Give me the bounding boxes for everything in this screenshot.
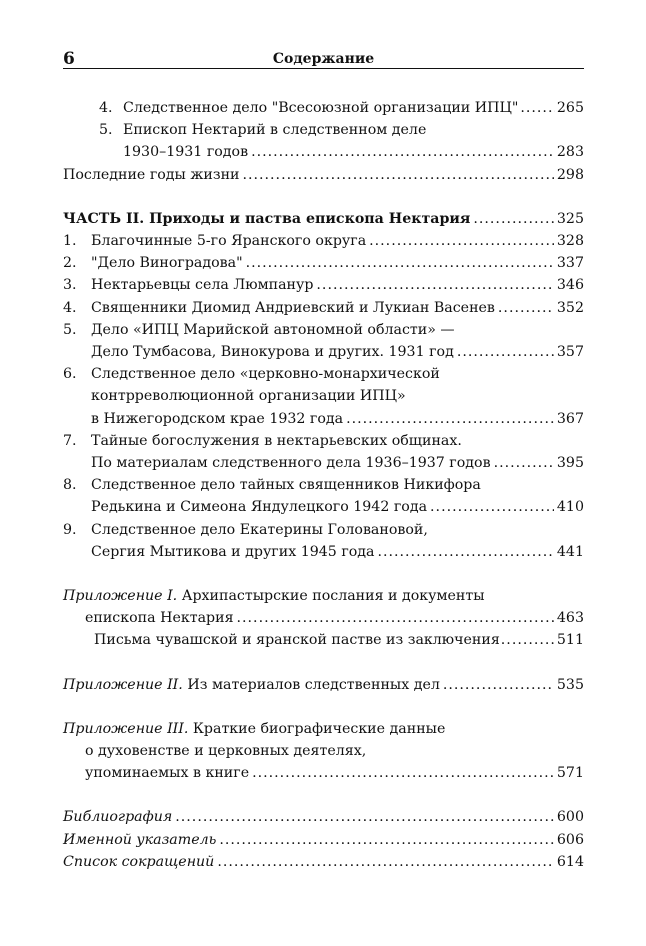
toc-entry-title-cont: Сергия Мытикова и других 1945 года — [91, 543, 375, 560]
toc-entry-title: Священники Диомид Андриевский и Лукиан Васенев — [91, 299, 495, 316]
toc-entry-page: 346 — [556, 277, 584, 294]
toc-entry-title: Благочинные 5-го Яранского округа — [91, 233, 367, 250]
appendix-title: Архипастырские послания и документы — [181, 588, 485, 605]
table-of-contents — [63, 97, 584, 873]
toc-entry-title: Следственное дело "Всесоюзной организации ИПЦ" — [123, 100, 519, 116]
part-title: ЧАСТЬ II. Приходы и паства епископа Нектария — [63, 210, 471, 227]
toc-entry-title-cont: 1930–1931 годов — [123, 144, 249, 161]
appendix-title-cont: о духовенстве и церковных деятелях, — [85, 743, 367, 760]
toc-appendix — [63, 585, 584, 652]
toc-entry — [63, 806, 584, 828]
appendix-label: Приложение III. — [63, 720, 189, 737]
page-header — [63, 46, 584, 69]
toc-entry — [63, 297, 584, 319]
toc-entry — [63, 829, 584, 851]
abbreviations-title: Список сокращений — [63, 853, 215, 870]
toc-entry-number: 1. — [63, 233, 77, 250]
toc-entry-title: Следственное дело Екатерины Головановой, — [91, 521, 428, 538]
toc-entry — [63, 164, 584, 186]
toc-entry-page: 367 — [556, 410, 584, 427]
toc-entry-title: Следственное дело «церковно-монархической — [91, 366, 440, 383]
toc-appendix — [63, 718, 584, 785]
toc-entry-title: Тайные богослужения в нектарьевских общинах. — [91, 432, 462, 449]
toc-entry-page: 614 — [556, 853, 584, 870]
toc-entry-title-cont: По материалам следственного дела 1936–1937 годов — [91, 455, 491, 472]
toc-entry-title-cont: контрреволюционной организации ИПЦ» — [91, 388, 406, 405]
toc-entry — [63, 97, 584, 119]
toc-entry-page: 600 — [556, 809, 584, 826]
toc-entry-title-cont: в Нижегородском крае 1932 года — [91, 410, 344, 427]
toc-entry-number: 2. — [63, 255, 77, 272]
toc-entry-page: 283 — [556, 144, 584, 161]
appendix-title-cont: епископа Нектария — [85, 610, 234, 627]
toc-entry-title-cont: Дело Тумбасова, Винокурова и других. 1931 год — [91, 344, 454, 361]
toc-entry-page: 606 — [556, 831, 584, 848]
toc-entry — [63, 430, 584, 474]
toc-entry-page: 298 — [556, 166, 584, 183]
toc-entry-number: 7. — [63, 432, 77, 449]
toc-entry — [63, 363, 584, 430]
toc-entry — [63, 519, 584, 563]
toc-appendix — [63, 674, 584, 696]
toc-entry-page: 410 — [556, 499, 584, 516]
toc-entry-title: Епископ Нектарий в следственном деле — [123, 122, 427, 139]
appendix-title-cont: упоминаемых в книге — [85, 765, 250, 782]
toc-entry-number: 4. — [63, 299, 77, 316]
toc-entry-title: "Дело Виноградова" — [91, 255, 243, 272]
appendix-title: Из материалов следственных дел — [187, 676, 440, 693]
toc-entry-number: 3. — [63, 277, 77, 294]
name-index-title: Именной указатель — [63, 831, 217, 848]
toc-entry-page: 535 — [556, 676, 584, 693]
toc-entry-page: 357 — [556, 344, 584, 361]
toc-entry — [63, 474, 584, 518]
running-title: Содержание — [272, 51, 375, 67]
appendix-label: Приложение II. — [63, 676, 183, 693]
toc-entry — [63, 119, 584, 163]
appendix-title: Краткие биографические данные — [192, 720, 446, 737]
toc-entry-page: 352 — [556, 299, 584, 316]
toc-entry-page: 325 — [556, 210, 584, 227]
toc-entry — [63, 252, 584, 274]
appendix-label: Приложение I. — [63, 588, 178, 605]
toc-entry-page: 395 — [556, 455, 584, 472]
toc-entry-title: Следственное дело тайных священников Никифора — [91, 477, 481, 494]
toc-entry-page: 337 — [556, 255, 584, 272]
book-page — [63, 46, 584, 870]
toc-entry-title-cont: Редькина и Симеона Яндулецкого 1942 года — [91, 499, 428, 516]
toc-entry-page: 511 — [556, 632, 584, 649]
toc-entry — [63, 851, 584, 873]
toc-entry-page: 463 — [556, 610, 584, 627]
toc-entry-page: 328 — [556, 233, 584, 250]
toc-entry-number: 5. — [63, 321, 77, 338]
toc-entry-title: Дело «ИПЦ Марийской автономной области» — — [91, 321, 455, 338]
toc-entry-title: Нектарьевцы села Люмпанур — [91, 277, 314, 294]
toc-entry-number: 6. — [63, 366, 77, 383]
toc-entry-title: Последние годы жизни — [63, 166, 240, 183]
toc-entry — [63, 230, 584, 252]
page-number: 6 — [63, 49, 75, 69]
toc-entry-page: 441 — [556, 543, 584, 560]
toc-entry-number: 8. — [63, 477, 77, 494]
toc-entry-number: 4. — [99, 100, 113, 116]
toc-part-heading — [63, 208, 584, 230]
toc-entry — [63, 319, 584, 363]
toc-entry-page: 265 — [556, 100, 584, 116]
bibliography-title: Библиография — [63, 809, 173, 826]
chapter-list — [63, 230, 584, 563]
appendix-subentry-title: Письма чувашской и яранской пастве из заключения — [94, 632, 500, 649]
toc-entry-page: 571 — [556, 765, 584, 782]
toc-entry-number: 9. — [63, 521, 77, 538]
toc-entry — [63, 274, 584, 296]
toc-entry-number: 5. — [99, 122, 113, 139]
